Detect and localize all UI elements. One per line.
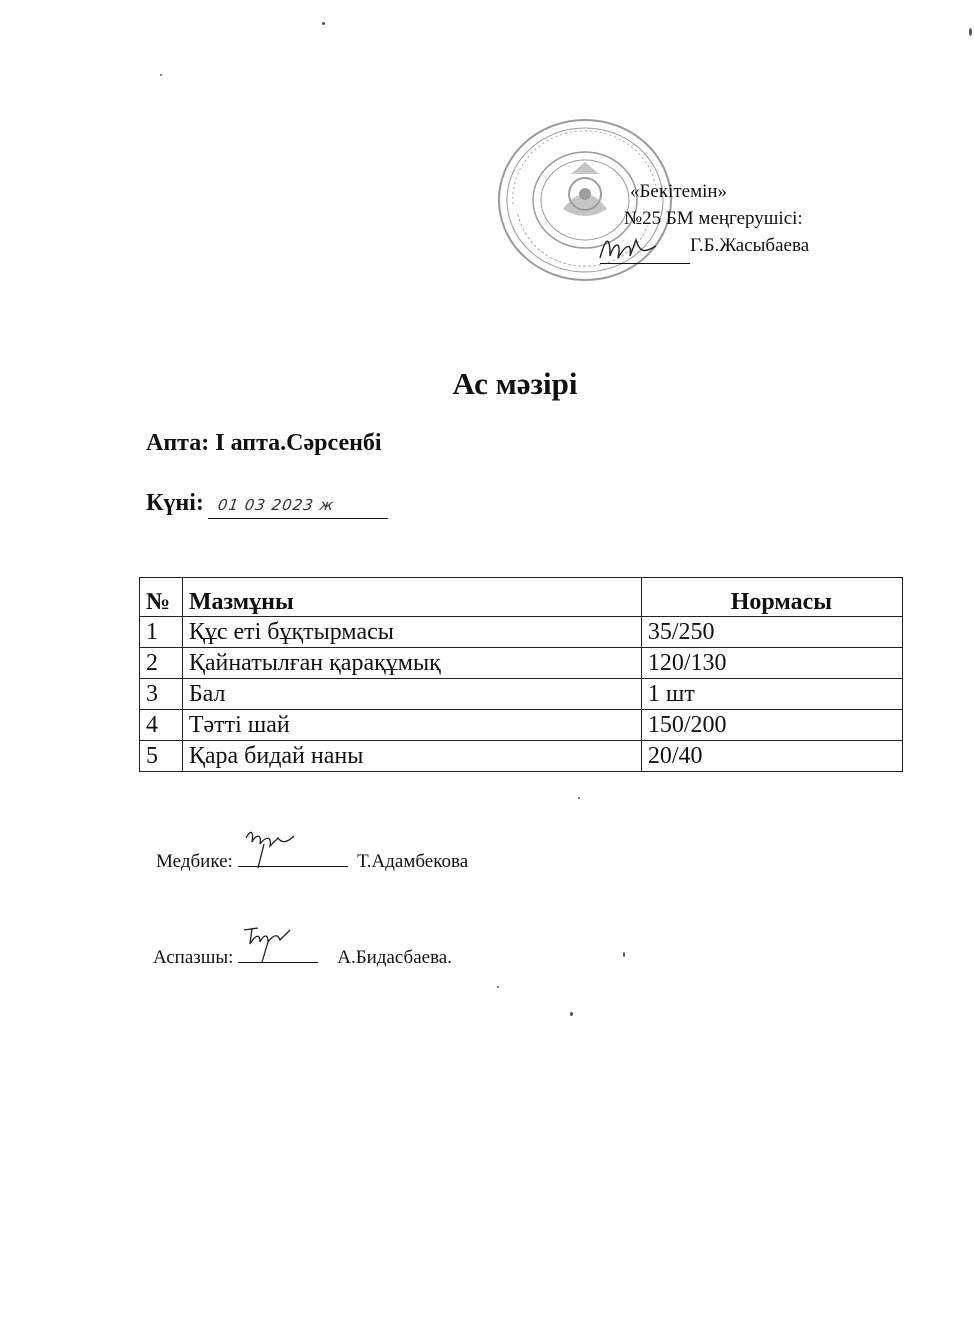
row-norm: 120/130 [641,648,902,679]
header-norm: Нормасы [641,578,902,617]
week-label: Апта: І апта.Сәрсенбі [146,430,382,456]
nurse-signature-row [156,846,468,873]
row-number: 5 [140,741,183,772]
scan-speck [160,74,162,76]
cook-signature-row [153,942,452,969]
row-dish: Бал [182,679,641,710]
table-row [140,648,903,679]
row-norm: 35/250 [641,617,902,648]
row-dish: Қара бидай наны [182,741,641,772]
row-number: 2 [140,648,183,679]
nurse-label: Медбике: [156,851,233,872]
header-number: № [140,578,183,617]
approval-title: «Бекітемін» [630,181,728,202]
table-header-row [140,578,903,617]
table-row [140,710,903,741]
cook-label: Аспазшы: [153,947,234,968]
document-title: Ас мәзірі [452,366,578,401]
row-norm: 1 шт [641,679,902,710]
nurse-name: Т.Адамбекова [357,851,469,872]
date-value: 01 03 2023 ж [216,496,336,514]
row-dish: Тәтті шай [182,710,641,741]
scan-speck [578,797,580,799]
scan-speck [322,22,325,25]
table-row [140,679,903,710]
menu-table [139,577,903,772]
row-dish: Құс еті бұқтырмасы [182,617,641,648]
scan-speck [969,28,972,36]
header-content: Мазмұны [182,578,641,617]
row-number: 1 [140,617,183,648]
cook-name: А.Бидасбаева. [337,947,452,968]
row-dish: Қайнатылған қарақұмық [182,648,641,679]
row-number: 4 [140,710,183,741]
table-row [140,617,903,648]
date-field [208,490,388,519]
director-signature [596,232,660,266]
date-label: Күні: [146,490,204,516]
date-line [146,490,336,517]
row-number: 3 [140,679,183,710]
approval-role: №25 БМ меңгерушісі: [624,208,803,229]
nurse-signature [238,824,298,870]
scan-speck [497,986,499,988]
approval-name: Г.Б.Жасыбаева [690,235,810,256]
scan-speck [570,1012,573,1016]
table-row [140,741,903,772]
row-norm: 150/200 [641,710,902,741]
row-norm: 20/40 [641,741,902,772]
nurse-signature-line [238,846,348,867]
cook-signature-line [238,942,318,963]
cook-signature [238,920,298,966]
scan-speck [623,952,625,957]
